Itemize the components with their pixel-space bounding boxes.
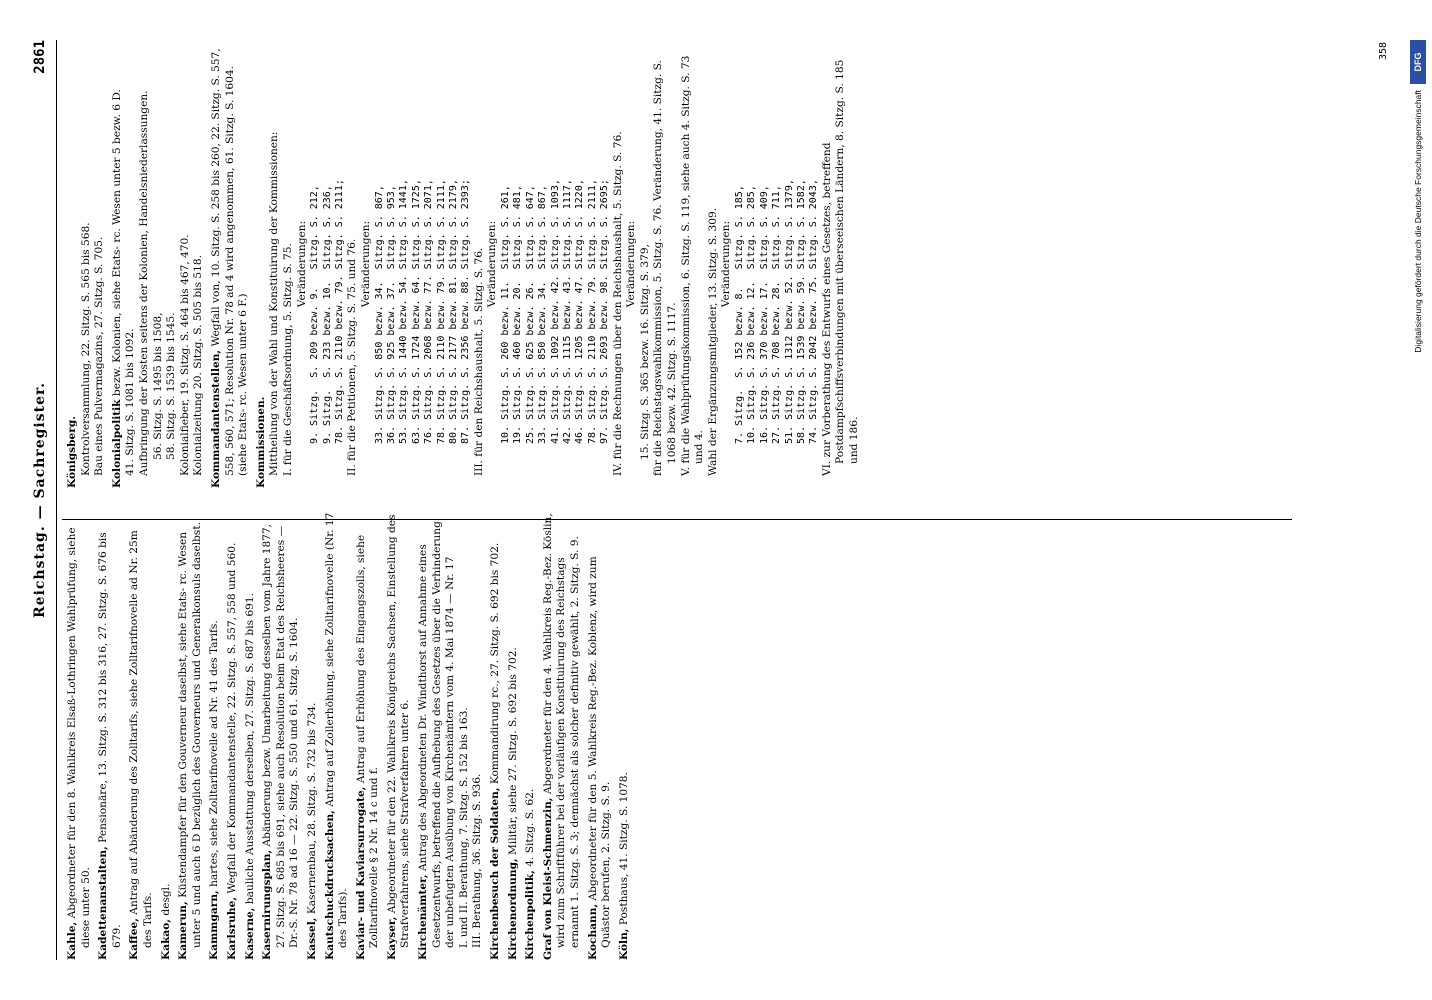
sub-entry: I. und II. Berathung, 7. Sitzg. S. 152 bis 163. [457, 707, 470, 948]
index-entry: Kirchenbesuch der Soldaten, Kommandirung rc., 27. Sitzg. S. 692 bis 702. [489, 542, 502, 960]
commission-title: IV. für die Rechnungen über den Reichshaushalt, 5. Sitzg. S. 76. [611, 131, 624, 476]
table-row: 25. Sitzg. S. 625 bezw. 26. Sitzg. S. 647, [524, 185, 536, 444]
sub-entry: III. Berathung, 36. Sitzg. S. 936. [471, 773, 484, 948]
page-header [32, 40, 57, 960]
table-row: 78. Sitzg. S. 2110 bezw. 79. Sitzg. S. 2111, [435, 179, 447, 444]
table-row: 27. Sitzg. S. 708 bezw. 28. Sitzg. S. 711, [771, 185, 783, 444]
left-column [66, 512, 635, 960]
changes-label: Veränderungen: [295, 220, 308, 308]
table-row: 74. Sitzg. S. 2042 bezw. 75. Sitzg. S. 2043, [808, 179, 820, 444]
changes-label: Veränderungen: [486, 220, 499, 308]
sub-entry: Wahl der Ergänzungsmitglieder, 13. Sitzg. S. 309. [706, 207, 719, 476]
table-row: 41. Sitzg. S. 1092 bezw. 42. Sitzg. S. 1093, [549, 179, 561, 444]
sub-entry: Kolonialfieber, 19. Sitzg. S. 464 bis 467, 470. [178, 234, 191, 476]
sub-entry: Mittheilung von der Wahl und Konstituirung der Kommissionen: [268, 131, 281, 476]
index-entry: Kochann, Abgeordneter für den 5. Wahlkreis Reg.-Bez. Koblenz, wird zum Quästor berufen, 2. Sitzg. S. 9. [586, 556, 613, 960]
table-row: 33. Sitzg. S. 850 bezw. 34. Sitzg. S. 867, [373, 185, 385, 444]
footer [1410, 0, 1426, 1000]
table-row: 33. Sitzg. S. 850 bezw. 34. Sitzg. S. 867, [537, 185, 549, 444]
index-entry: Kamerun, Küstendampfer für den Gouverneur daselbst, siehe Etats- rc. Wesen unter 5 und auch 6 D bezüglich des Gouverneurs und Generalkonsuls daselbst. [177, 522, 203, 960]
table-row: 78. Sitzg. S. 2110 bezw. 79. Sitzg. S. 2111; [333, 179, 345, 444]
table-row: 10. Sitzg. S. 236 bezw. 12. Sitzg. S. 285, [746, 185, 758, 444]
table-row: 19. Sitzg. S. 460 bezw. 20. Sitzg. S. 481, [512, 185, 524, 444]
table-row: 9. Sitzg. S. 209 bezw. 9. Sitzg. S. 212, [309, 185, 321, 444]
changes-label: Veränderungen: [359, 220, 372, 308]
table-row: 80. Sitzg. S. 2177 bezw. 81. Sitzg. S. 2179, [447, 179, 459, 444]
index-entry: Kayser, Abgeordneter für den 22. Wahlkreis Königreichs Sachsen, Einstellung des Strafverfahrens, siehe Strafverfahren unter 6. [385, 514, 412, 960]
changes-table [374, 173, 473, 444]
sub-entry: 15. Sitzg. S. 365 bezw. 16. Sitzg. S. 379, [638, 243, 651, 460]
table-row: 97. Sitzg. S. 2693 bezw. 98. Sitzg. S. 2695; [599, 179, 611, 444]
index-entry: Kakao, desgl. [159, 883, 172, 960]
footer-text: Digitalisierung gefördert durch die Deutsche Forschungsgemeinschaft [1413, 90, 1423, 353]
index-entry: Königsberg. [66, 416, 78, 488]
table-row: 76. Sitzg. S. 2068 bezw. 77. Sitzg. S. 2071, [423, 179, 435, 444]
table-row: 58. Sitzg. S. 1539 bezw. 59. Sitzg. S. 1582, [795, 179, 807, 444]
page-number: 2861 [32, 40, 48, 74]
commission-title: III. für den Reichshaushalt, 5. Sitzg. S. 76. [472, 247, 485, 476]
index-entry: Kommandantenstellen, Wegfall von, 10. Sitzg. S. 258 bis 260, 22. Sitzg. S. 557, 558, 560, 571; Resolution Nr. 78 ad 4 wird angenommen, 61. Sitzg. S. 1604. (siehe Etats- rc. Wesen unter 6 F.) [209, 48, 250, 488]
sub-entry: Kontrolversammlung, 22. Sitzg. S. 565 bis 568. [79, 222, 92, 476]
sub-entry: Aufbringung der Kosten seitens der Kolonien, Handelsniederlassungen. [137, 90, 150, 476]
sub-entry: Kolonialzeitung 20. Sitzg. S. 505 bis 518. [192, 255, 205, 476]
dfg-logo: DFG [1410, 40, 1426, 84]
table-row: 46. Sitzg. S. 1205 bezw. 47. Sitzg. S. 1220, [574, 179, 586, 444]
index-entry: Kirchenpolitik, 4. Sitzg. S. 62. [524, 788, 537, 960]
index-entry: Kammgarn, hartes, siehe Zolltarifnovelle ad Nr. 41 des Tarifs. [208, 620, 221, 960]
index-entry: Kautschuckdrucksachen, Antrag auf Zollerhöhung, siehe Zolltarifnovelle (Nr. 17 des Tarifs). [323, 512, 350, 960]
table-row: 78. Sitzg. S. 2110 bezw. 79. Sitzg. S. 2111, [586, 179, 598, 444]
index-entry: Kirchenämter, Antrag des Abgeordneten Dr. Windthorst auf Annahme eines Gesetzentwurfs, betreffend die Aufhebung des Gesetzes über die Verhinderung der unbefugten Ausübung von Kirchenämtern vom 4. Mai 1874 — Nr. 17 [417, 521, 457, 960]
table-row: 53. Sitzg. S. 1440 bezw. 54. Sitzg. S. 1441, [398, 179, 410, 444]
right-column [66, 40, 862, 488]
index-entry: Kassel, Kasernenbau, 28. Sitzg. S. 732 bis 734. [305, 702, 318, 960]
table-row: 7. Sitzg. S. 152 bezw. 8. Sitzg. S. 185, [733, 185, 745, 444]
signature-mark: 358 [1378, 41, 1389, 60]
table-row: 87. Sitzg. S. 2356 bezw. 88. Sitzg. S. 2393; [460, 179, 472, 444]
table-row: 16. Sitzg. S. 370 bezw. 17. Sitzg. S. 409, [758, 185, 770, 444]
table-row: 36. Sitzg. S. 925 bezw. 37. Sitzg. S. 953, [385, 185, 397, 444]
commission-title: I. für die Geschäftsordnung, 5. Sitzg. S. 75. [281, 243, 294, 476]
index-entry: Kirchenordnung, Militär, siehe 27. Sitzg. S. 692 bis 702. [506, 647, 519, 960]
changes-label: Veränderungen: [720, 220, 733, 308]
index-entry: Graf von Kleist-Schmenzin, Abgeordneter für den 4. Wahlkreis Reg.-Bez. Köslin, wird zum Schriftführer bei der vorläufigen Konstituirung des Reichstags ernannt 1. Sitzg. S. 3; demnächst als solcher definitiv gewählt, 2. Sitzg. S. 9. [541, 513, 581, 960]
changes-table [500, 173, 612, 444]
changes-label: Veränderungen: [625, 220, 638, 308]
index-entry: Kaffee, Antrag auf Abänderung des Zolltarifs, siehe Zolltarifnovelle ad Nr. 25m des Tarifs. [128, 530, 154, 960]
table-row: 10. Sitzg. S. 260 bezw. 11. Sitzg. S. 261, [499, 185, 511, 444]
commission-title: II. für die Petitionen, 5. Sitzg. S. 75. und 76. [346, 238, 359, 476]
page-title: Reichstag. — Sachregister. [32, 382, 48, 618]
table-row: 51. Sitzg. S. 1312 bezw. 52. Sitzg. S. 1379, [783, 179, 795, 444]
commission-title: V. für die Wahlprüfungskommission, 6. Sitzg. S. 119, siehe auch 4. Sitzg. S. 73 und 4. [679, 55, 706, 476]
index-entry: Kaviar- und Kaviarsurrogate, Antrag auf Erhöhung des Eingangszolls, siehe Zolltarifnovelle § 2 Nr. 14 c und f. [354, 534, 381, 960]
commission-title: VI. zur Vorberathung des Entwurfs eines Gesetzes, betreffend Postdampfschiffsverbindungen mit überseeischen Ländern, 8. Sitzg. S. 185 und 186. [820, 59, 860, 476]
sub-entry: 58. Sitzg. S. 1539 bis 1545. [165, 312, 178, 460]
sub-entry: Bau eines Pulvermagazins, 27. Sitzg. S. 705. [93, 236, 106, 476]
index-entry: Karlsruhe, Wegfall der Kommandantenstelle, 22. Sitzg. S. 557, 558 und 560. [225, 542, 238, 960]
changes-table [309, 173, 346, 444]
index-entry: Kolonialpolitik bezw. Kolonien, siehe Etats- rc. Wesen unter 5 bezw. 6 D. [110, 89, 123, 488]
index-entry: Kommissionen. [254, 396, 267, 488]
index-entry: Kasernirungsplan, Abänderung bezw. Umarbeitung desselben vom Jahre 1877, 27. Sitzg. S. 685 bis 691, siehe auch Resolution beim Etat des Reichsheeres — Dr.-S. Nr. 78 ad 16 — 22. Sitzg. S. 550 und 61. Sitzg. S. 1604. [261, 523, 301, 960]
index-entry: Kadettenanstalten, Pensionäre, 13. Sitzg. S. 312 bis 316, 27. Sitzg. S. 676 bis 679. [97, 532, 123, 960]
table-row: 63. Sitzg. S. 1724 bezw. 64. Sitzg. S. 1725, [410, 179, 422, 444]
sub-entry: 56. Sitzg. S. 1495 bis 1508, [151, 312, 164, 460]
table-row: 42. Sitzg. S. 1115 bezw. 43. Sitzg. S. 1117, [561, 179, 573, 444]
index-entry: Kahle, Abgeordneter für den 8. Wahlkreis Elsaß-Lothringen Wahlprüfung, siehe diese unter 50. [66, 527, 92, 960]
sub-entry: 41. Sitzg. S. 1081 bis 1092. [124, 328, 137, 476]
table-row: 9. Sitzg. S. 233 bezw. 10. Sitzg. S. 236, [321, 185, 333, 444]
sub-entry: für die Reichstagswahlkommission, 5. Sitzg. S. 76. Veränderung, 41. Sitzg. S. 1068 bezw. 42. Sitzg. S. 1117. [652, 60, 678, 476]
index-entry: Kaserne, bauliche Ausstattung derselben, 27. Sitzg. S. 687 bis 691. [243, 593, 256, 960]
changes-table [734, 173, 821, 444]
index-entry: Köln, Posthaus, 41. Sitzg. S. 1078. [617, 772, 630, 960]
